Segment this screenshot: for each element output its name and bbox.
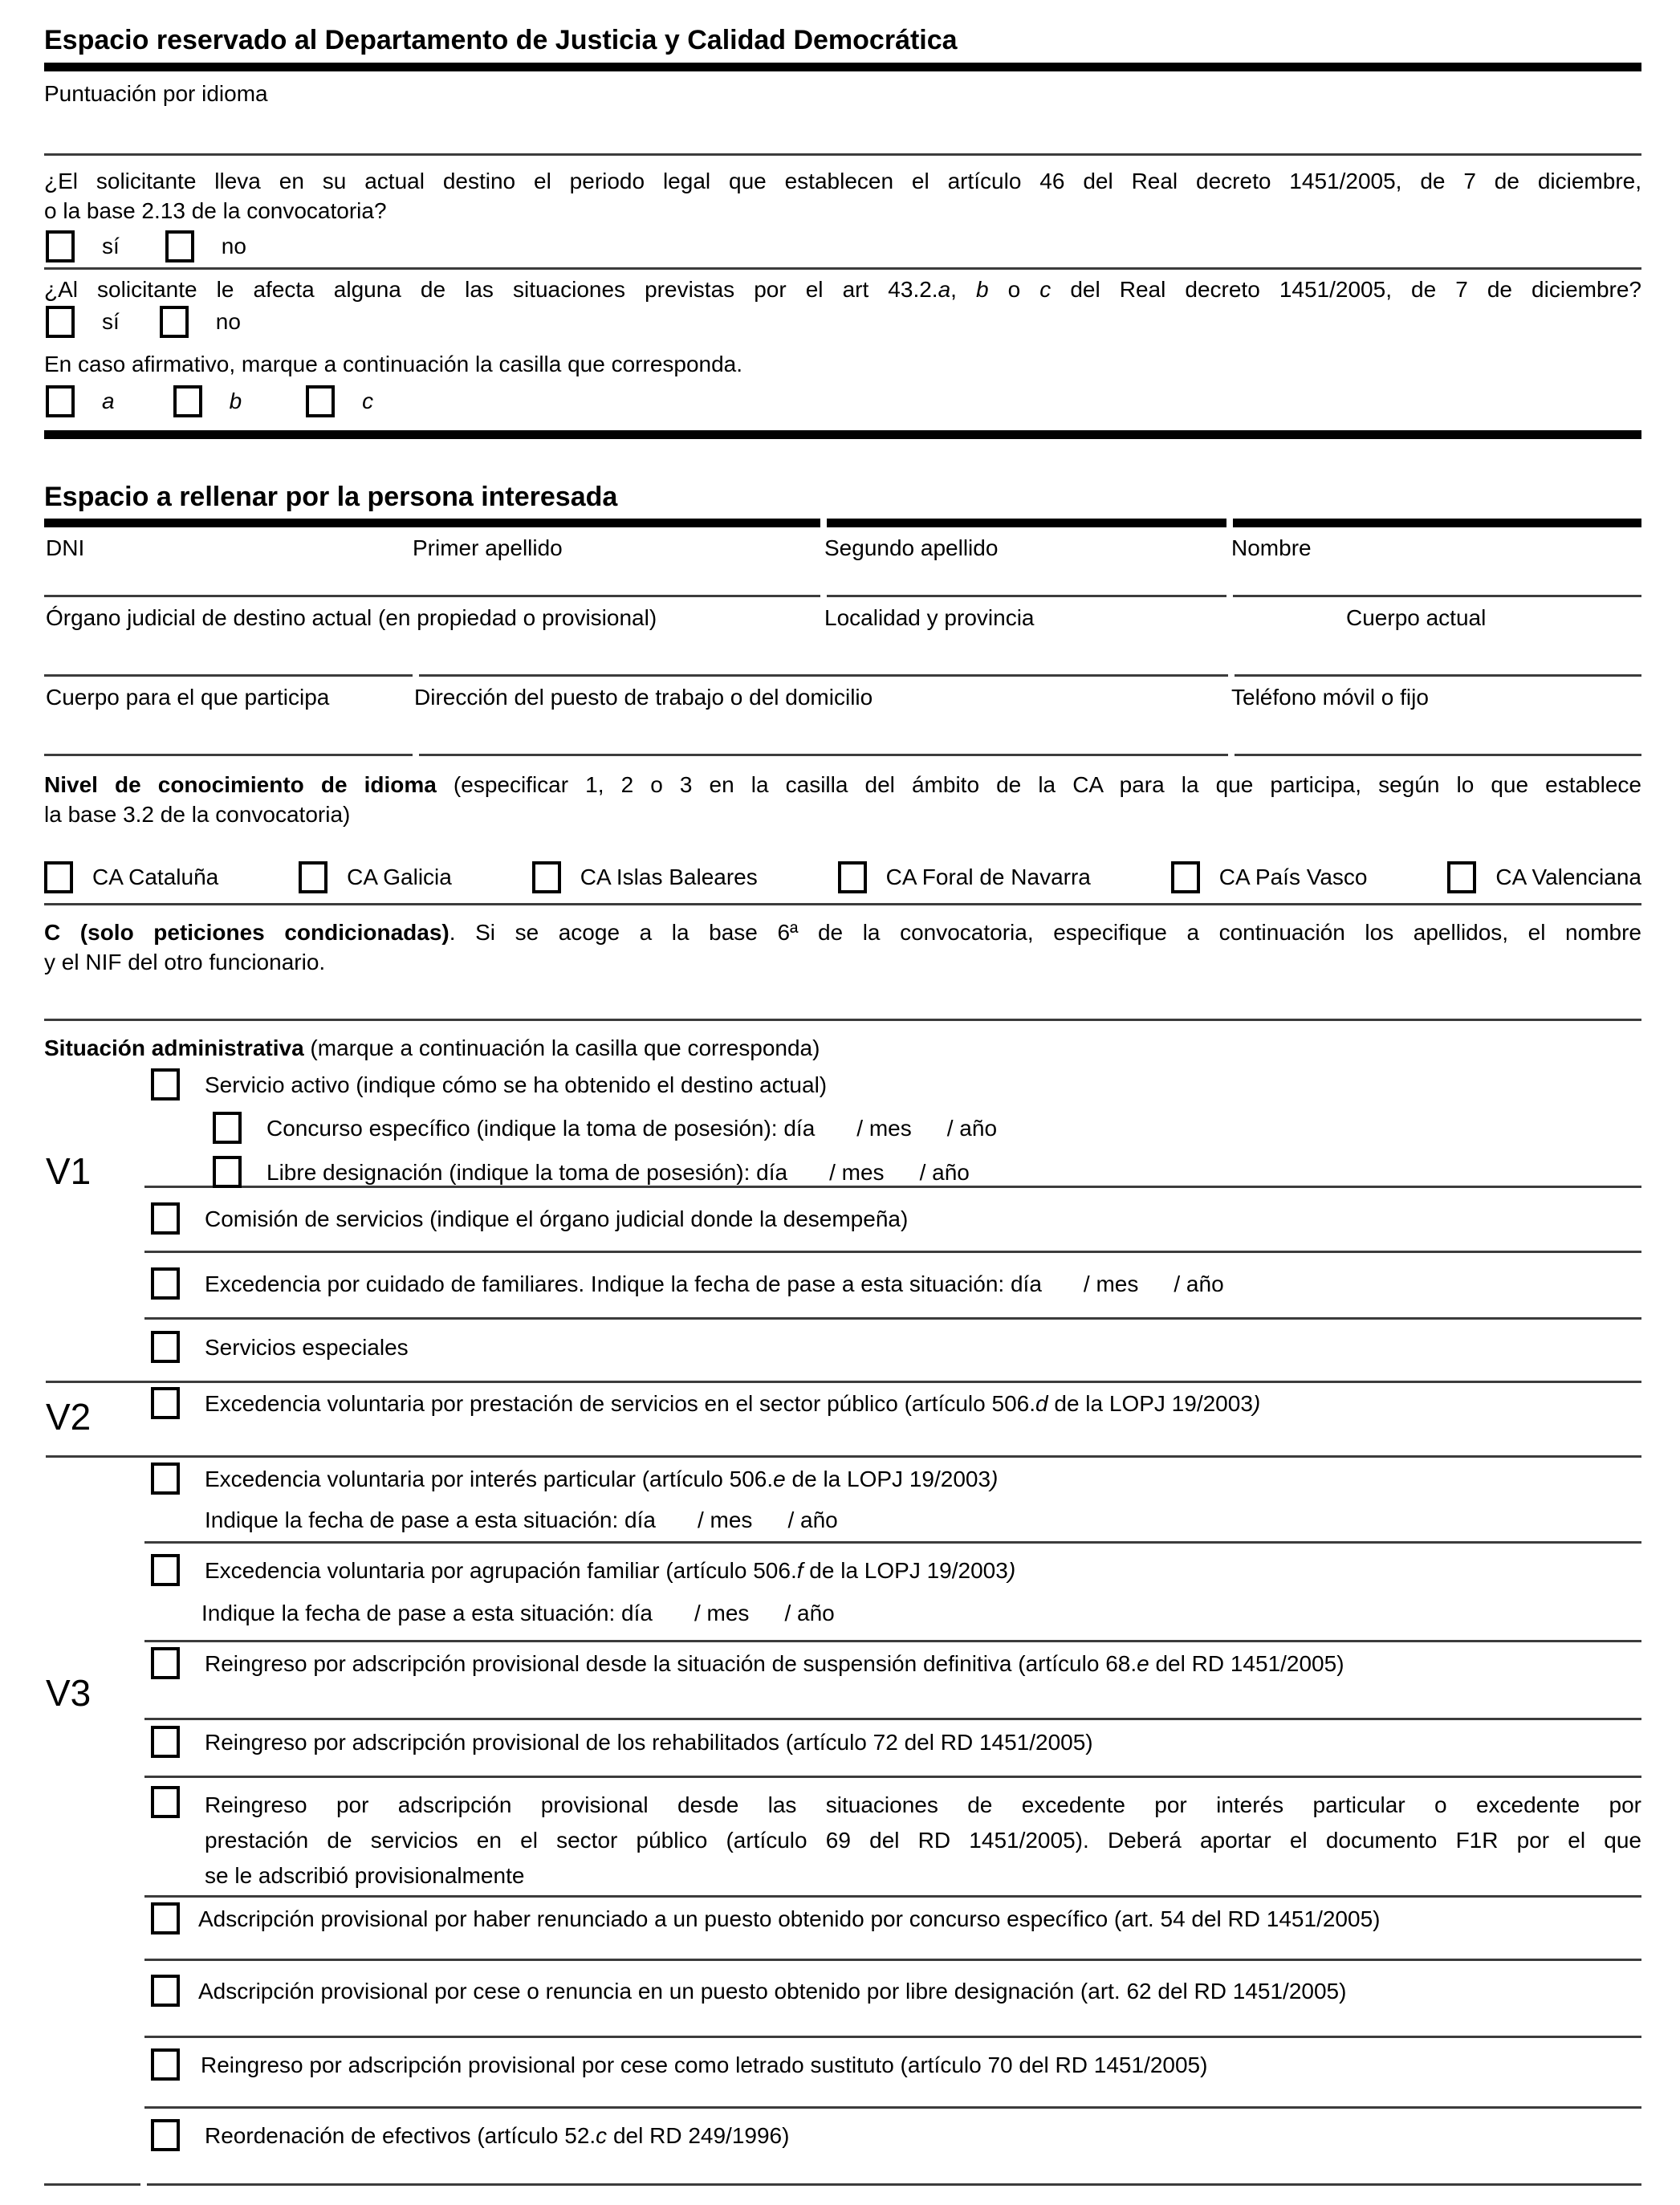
table-row-identity <box>44 527 1641 595</box>
reingreso-suspension-checkbox[interactable] <box>151 1647 180 1679</box>
option-b-label: b <box>229 389 242 413</box>
option-a-checkbox[interactable] <box>46 385 75 417</box>
direccion-field-label: Dirección del puesto de trabajo o del domicilio <box>414 685 873 710</box>
option-a-label: a <box>102 389 115 413</box>
comision-servicios-checkbox[interactable] <box>151 1202 180 1235</box>
option-c-checkbox[interactable] <box>306 385 335 417</box>
situacion-heading: Situación administrativa (marque a continuación la casilla que corresponda) <box>44 1035 820 1060</box>
q2-no-label: no <box>215 309 241 334</box>
question-2: ¿Al solicitante le afecta alguna de las situaciones previstas por el art 43.2.a, b o c del Real decreto 1451/2005, de 7 de diciembre? <box>44 277 1642 302</box>
ca-baleares-option <box>532 861 758 893</box>
excedencia-cuidado-checkbox[interactable] <box>151 1267 180 1300</box>
ca-navarra-checkbox[interactable] <box>838 861 867 893</box>
table-row-destination <box>44 597 1641 674</box>
reordenacion-efectivos-checkbox[interactable] <box>151 2119 180 2151</box>
divider <box>144 1895 1641 1898</box>
checklist-row-excedencia-sector-publico <box>46 1387 1641 1438</box>
dept-section-title: Espacio reservado al Departamento de Justicia y Calidad Democrática <box>44 25 958 55</box>
excedencia-cuidado-label: Excedencia por cuidado de familiares. Indique la fecha de pase a esta situación: día / mes / año <box>205 1271 1224 1296</box>
abc-options-row <box>46 385 1641 417</box>
checklist-row-excedencia-cuidado <box>151 1267 1641 1300</box>
divider <box>144 2036 1641 2038</box>
checklist-row-adscripcion-cese-libre <box>151 1975 1641 2007</box>
condicionadas-line2: y el NIF del otro funcionario. <box>44 950 326 974</box>
person-section-title: Espacio a rellenar por la persona interesada <box>44 482 618 512</box>
divider <box>144 1640 1641 1642</box>
checklist-row-reingreso-letrado <box>151 2048 1641 2081</box>
cuerpo-participa-field-label: Cuerpo para el que participa <box>46 685 330 710</box>
reingreso-rehabilitados-label: Reingreso por adscripción provisional de los rehabilitados (artículo 72 del RD 1451/2005) <box>205 1730 1093 1755</box>
excedencia-sector-publico-label: Excedencia voluntaria por prestación de servicios en el sector público (artículo 506.d de la LOPJ 19/2003) <box>205 1391 1261 1416</box>
divider <box>144 2106 1641 2109</box>
checklist-row-excedencia-agrupacion <box>151 1554 1641 1586</box>
thick-divider <box>44 430 1641 439</box>
q1-no-label: no <box>221 234 246 258</box>
q2-yes-checkbox[interactable] <box>46 306 75 338</box>
libre-designacion-label: Libre designación (indique la toma de posesión): día / mes / año <box>266 1160 970 1185</box>
servicio-activo-checkbox[interactable] <box>151 1068 180 1100</box>
dni-field-label: DNI <box>46 535 85 560</box>
concurso-especifico-checkbox[interactable] <box>213 1112 242 1144</box>
ca-valenciana-checkbox[interactable] <box>1447 861 1476 893</box>
divider <box>44 267 1641 270</box>
question-1-line2: o la base 2.13 de la convocatoria? <box>44 198 387 223</box>
ca-valenciana-option <box>1447 861 1641 893</box>
divider <box>44 903 1641 905</box>
puntuacion-subtitle: Puntuación por idioma <box>44 81 268 106</box>
adscripcion-renuncia-concurso-checkbox[interactable] <box>151 1902 180 1934</box>
reingreso-excedente-checkbox[interactable] <box>151 1786 180 1818</box>
checklist-row-excedencia-interes-particular <box>151 1463 1641 1495</box>
localidad-field-label: Localidad y provincia <box>824 605 1035 630</box>
primer-apellido-field-label: Primer apellido <box>413 535 563 560</box>
fecha-pase-subline: Indique la fecha de pase a esta situación: día / mes / año <box>201 1601 835 1625</box>
q2-no-checkbox[interactable] <box>160 306 189 338</box>
ca-valenciana-label: CA Valenciana <box>1495 865 1641 889</box>
cuerpo-actual-field-label: Cuerpo actual <box>1346 605 1487 630</box>
divider <box>44 153 1641 156</box>
excedencia-agrupacion-label: Excedencia voluntaria por agrupación familiar (artículo 506.f de la LOPJ 19/2003) <box>205 1558 1016 1583</box>
telefono-field-label: Teléfono móvil o fijo <box>1231 685 1429 710</box>
ca-galicia-option <box>299 861 452 893</box>
divider <box>144 1251 1641 1253</box>
nivel-idioma-line1: Nivel de conocimiento de idioma (especificar 1, 2 o 3 en la casilla del ámbito de la CA para la que participa, según lo que establece <box>44 772 1641 797</box>
checklist-row-adscripcion-renuncia-concurso <box>151 1902 1641 1934</box>
checklist-row-servicios-especiales <box>151 1331 1641 1363</box>
excedencia-interes-particular-checkbox[interactable] <box>151 1463 180 1495</box>
checklist-row-reordenacion-efectivos <box>151 2119 1641 2151</box>
checklist-row-concurso-especifico <box>213 1112 1641 1144</box>
q1-no-checkbox[interactable] <box>165 230 194 262</box>
option-c-label: c <box>362 389 374 413</box>
ca-baleares-label: CA Islas Baleares <box>580 865 758 889</box>
ca-pais-vasco-option <box>1171 861 1368 893</box>
q2-yes-label: sí <box>102 309 120 334</box>
v2-marker: V2 <box>46 1396 92 1438</box>
ca-pais-vasco-label: CA País Vasco <box>1218 865 1368 889</box>
divider <box>46 1381 1641 1383</box>
divider <box>144 1541 1641 1544</box>
comision-servicios-label: Comisión de servicios (indique el órgano judicial donde la desempeña) <box>205 1206 909 1231</box>
checklist-row-reingreso-excedente <box>151 1786 1641 1894</box>
fecha-pase-subline: Indique la fecha de pase a esta situación: día / mes / año <box>205 1507 838 1532</box>
excedencia-sector-publico-checkbox[interactable] <box>151 1387 180 1419</box>
table-row-contact <box>44 677 1641 754</box>
q1-yes-label: sí <box>102 234 120 258</box>
adscripcion-cese-libre-checkbox[interactable] <box>151 1975 180 2007</box>
divider <box>46 1455 1641 1458</box>
ca-navarra-option <box>838 861 1091 893</box>
ca-galicia-label: CA Galicia <box>347 865 452 889</box>
divider <box>144 1959 1641 1961</box>
organo-field-label: Órgano judicial de destino actual (en propiedad o provisional) <box>46 605 657 630</box>
ca-cataluna-checkbox[interactable] <box>44 861 73 893</box>
adscripcion-renuncia-concurso-label: Adscripción provisional por haber renunciado a un puesto obtenido por concurso específico (art. 54 del RD 1451/2005) <box>198 1906 1381 1931</box>
checklist-row-comision-servicios <box>151 1202 1641 1235</box>
table-divider <box>44 754 1641 756</box>
v1-marker: V1 <box>46 1150 92 1192</box>
option-b-checkbox[interactable] <box>173 385 202 417</box>
reingreso-rehabilitados-checkbox[interactable] <box>151 1726 180 1758</box>
servicios-especiales-checkbox[interactable] <box>151 1331 180 1363</box>
v3-marker: V3 <box>46 1672 92 1714</box>
adscripcion-cese-libre-label: Adscripción provisional por cese o renuncia en un puesto obtenido por libre designación (art. 62 del RD 1451/2005) <box>198 1979 1347 2004</box>
nombre-field-label: Nombre <box>1231 535 1312 560</box>
checklist-row-servicio-activo <box>151 1068 1641 1100</box>
question-1-line1: ¿El solicitante lleva en su actual destino el periodo legal que establecen el artículo 46 del Real decreto 1451/2005, de 7 de diciembre, <box>44 169 1641 193</box>
thick-divider <box>44 63 1641 71</box>
excedencia-interes-particular-label: Excedencia voluntaria por interés particular (artículo 506.e de la LOPJ 19/2003) <box>205 1467 999 1491</box>
servicio-activo-label: Servicio activo (indique cómo se ha obtenido el destino actual) <box>205 1072 828 1097</box>
bottom-divider <box>44 2183 1641 2186</box>
ca-pais-vasco-checkbox[interactable] <box>1171 861 1200 893</box>
ca-navarra-label: CA Foral de Navarra <box>885 865 1091 889</box>
table-top-border <box>44 519 1641 527</box>
concurso-especifico-label: Concurso específico (indique la toma de posesión): día / mes / año <box>266 1116 998 1141</box>
ca-cataluna-option <box>44 861 218 893</box>
checklist-row-libre-designacion <box>46 1150 1641 1192</box>
segundo-apellido-field-label: Segundo apellido <box>824 535 999 560</box>
nivel-idioma-line2: la base 3.2 de la convocatoria) <box>44 802 351 827</box>
divider <box>144 1317 1641 1320</box>
q2-options-row <box>46 306 1641 338</box>
ca-baleares-checkbox[interactable] <box>532 861 561 893</box>
reingreso-suspension-label: Reingreso por adscripción provisional desde la situación de suspensión definitiva (artículo 68.e del RD 1451/2005) <box>205 1651 1344 1676</box>
condicionadas-line1: C (solo peticiones condicionadas). Si se acoge a la base 6ª de la convocatoria, especifique a continuación los apellidos, el nombre <box>44 920 1641 945</box>
servicios-especiales-label: Servicios especiales <box>205 1335 409 1360</box>
ca-galicia-checkbox[interactable] <box>299 861 327 893</box>
libre-designacion-checkbox[interactable] <box>213 1156 242 1188</box>
q1-options-row <box>46 230 1641 262</box>
reingreso-excedente-label: Reingreso por adscripción provisional desde las situaciones de excedente por interés particular o excedente por prestación de servicios en el sector público (artículo 69 del RD 1451/2005). Deberá aportar el documento F1R por el que se le adscribió provisionalmente <box>205 1792 1641 1888</box>
reordenacion-efectivos-label: Reordenación de efectivos (artículo 52.c del RD 249/1996) <box>205 2123 790 2148</box>
ca-cataluna-label: CA Cataluña <box>92 865 219 889</box>
checklist-row-reingreso-suspension <box>46 1647 1641 1714</box>
divider <box>144 1776 1641 1778</box>
divider <box>44 1019 1641 1021</box>
reingreso-letrado-checkbox[interactable] <box>151 2048 180 2081</box>
reingreso-letrado-label: Reingreso por adscripción provisional por cese como letrado sustituto (artículo 70 del RD 1451/2005) <box>201 2052 1208 2077</box>
affirmative-note: En caso afirmativo, marque a continuación la casilla que corresponda. <box>44 352 743 376</box>
q1-yes-checkbox[interactable] <box>46 230 75 262</box>
ca-options-row <box>44 861 1641 893</box>
checklist-row-reingreso-rehabilitados <box>151 1726 1641 1758</box>
divider <box>144 1718 1641 1720</box>
excedencia-agrupacion-checkbox[interactable] <box>151 1554 180 1586</box>
